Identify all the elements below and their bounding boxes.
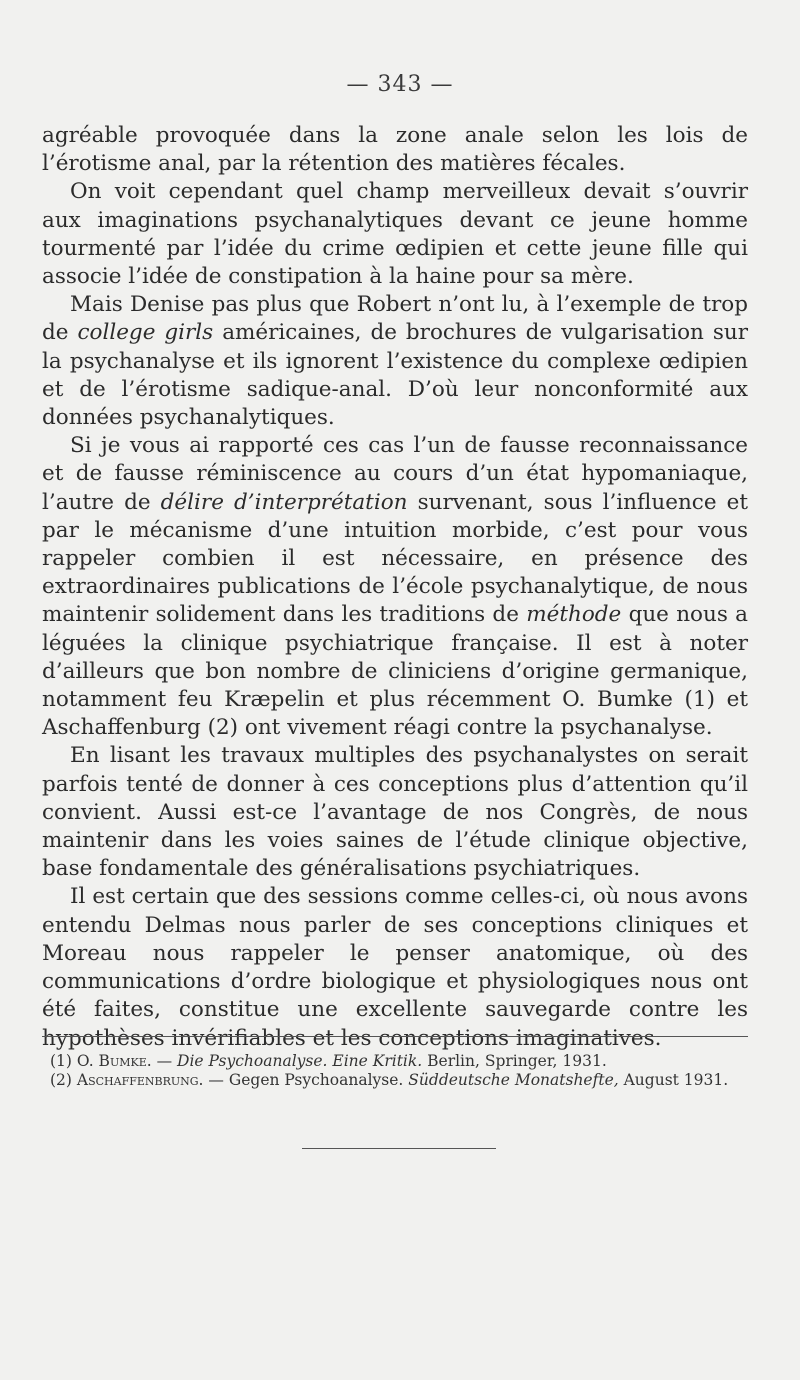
paragraph-1 [42,122,748,178]
footnote-1-rest: Berlin, Springer, 1931. [422,1052,607,1070]
paragraph-2-text: On voit cependant quel champ merveilleux devait s’ouvrir aux imaginations psychanalytiques devant ce jeune homme tourmenté par l’idée du crime œdipien et cette jeune fille qui associe l’idée de constipation à la haine pour sa mère. [42,179,748,290]
paragraph-2 [42,178,748,291]
paragraph-5 [42,742,748,883]
footnote-1-number: (1) [50,1052,72,1070]
paragraph-4-text-post: que nous a léguées la clinique psychiatrique française. Il est à noter d’ailleurs que bon nombre de cliniciens d’origine germanique, notamment feu Kræpelin et plus récemment O. Bumke (1) et Aschaffenburg (2) ont vivement réagi contre la psychanalyse. [42,602,748,741]
page-number: — 343 — [346,72,454,97]
paragraph-6-text: Il est certain que des sessions comme celles-ci, où nous avons entendu Delmas nous parler de ses conceptions cliniques et Moreau nous rappeler le penser anatomique, où des communications d’ordre biologique et physiologiques nous ont été faites, constitue une excellente sauvegarde contre les hypothèses invérifiables et les conceptions imaginatives. [42,884,748,1051]
paragraph-4-italic: délire d’interprétation [160,489,408,515]
paragraph-4-italic-2: méthode [526,602,622,628]
paragraph-1-text: agréable provoquée dans la zone anale selon les lois de l’érotisme anal, par la rétention des matières fécales. [42,123,748,177]
paragraph-3 [42,291,748,432]
footnote-2-rest: August 1931. [618,1071,729,1089]
footnote-1 [50,1052,746,1071]
paragraph-3-italic: college girls [77,320,214,346]
footnote-2 [50,1071,746,1090]
paragraph-5-text: En lisant les travaux multiples des psychanalystes on serait parfois tenté de donner à ces conceptions plus d’attention qu’il convient. Aussi est-ce l’avantage de nos Congrès, de nous maintenir dans les voies saines de l’étude clinique objective, base fondamentale des généralisations psychiatriques. [42,743,748,882]
footnote-2-title: Süddeutsche Monatshefte, [408,1071,619,1089]
footnote-separator [42,1036,748,1037]
paragraph-3-text-post: américaines, de brochures de vulgarisation sur la psychanalyse et ils ignorent l’existence du complexe œdipien et de l’érotisme sadique-anal. D’où leur nonconformité aux données psychanalytiques. [42,320,749,431]
paragraph-4-text-mid: survenant, sous l’influence et par le mécanisme d’une intuition morbide, c’est pour vous rappeler combien il est nécessaire, en présence des extraordinaires publications de l’école psychanalytique, de nous maintenir solidement dans les traditions de [42,489,748,628]
footnote-2-number: (2) [50,1071,72,1089]
paragraph-4 [42,432,748,742]
footnote-2-plain: Gegen Psychoanalyse. [228,1071,409,1089]
footnote-1-dash: — [151,1052,178,1070]
footnotes [50,1052,746,1090]
paragraph-4-text-pre: Si je vous ai rapporté ces cas l’un de fausse reconnaissance et de fausse réminiscence au cours d’un état hypomaniaque, l’autre de [42,433,748,515]
end-rule [302,1148,496,1149]
paragraph-6 [42,883,748,1052]
paragraph-3-text-pre: Mais Denise pas plus que Robert n’ont lu, à l’exemple de trop de [42,292,748,346]
body-text [42,122,748,1053]
footnote-2-author: Aschaffenbrung. [76,1071,204,1089]
footnote-1-title: Die Psychoanalyse. Eine Kritik. [177,1052,423,1070]
footnote-1-author: O. Bumke. [76,1052,152,1070]
footnote-2-dash: — [203,1071,229,1089]
